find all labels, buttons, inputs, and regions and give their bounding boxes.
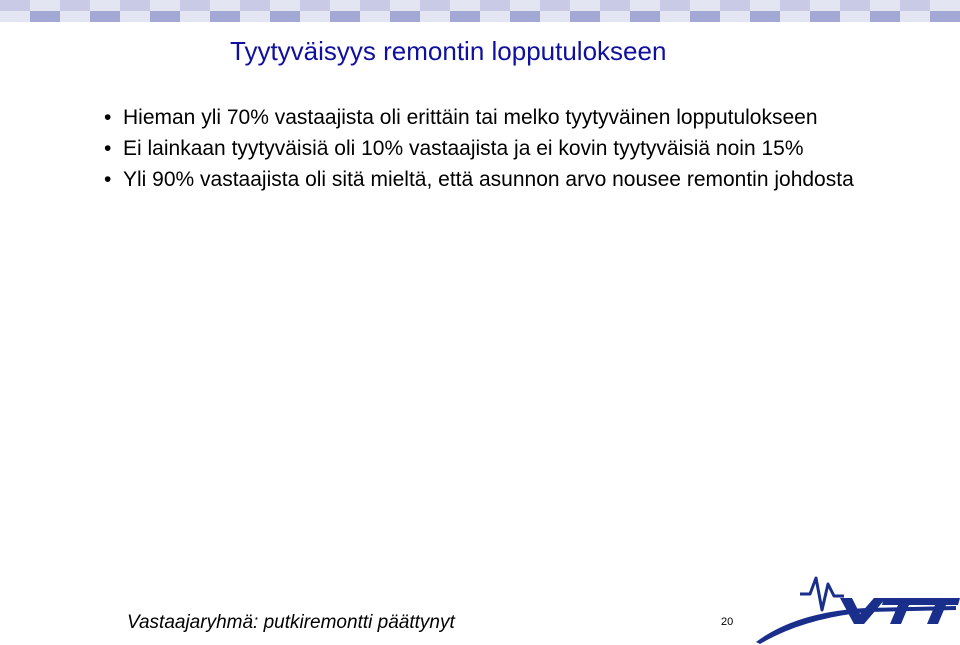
band-cell xyxy=(240,0,270,11)
band-cell xyxy=(300,0,330,11)
band-cell xyxy=(360,0,390,11)
band-cell xyxy=(30,11,60,22)
band-cell xyxy=(270,11,300,22)
band-cell xyxy=(600,0,630,11)
band-cell xyxy=(870,11,900,22)
band-cell xyxy=(330,0,360,11)
band-cell xyxy=(480,11,510,22)
band-cell xyxy=(390,11,420,22)
band-cell xyxy=(360,11,390,22)
band-cell xyxy=(840,11,870,22)
band-cell xyxy=(750,0,780,11)
band-cell xyxy=(570,0,600,11)
band-cell xyxy=(420,11,450,22)
band-cell xyxy=(90,0,120,11)
band-cell xyxy=(780,11,810,22)
band-cell xyxy=(480,0,510,11)
band-cell xyxy=(180,11,210,22)
band-cell xyxy=(840,0,870,11)
band-cell xyxy=(930,0,960,11)
band-cell xyxy=(900,0,930,11)
band-cell xyxy=(450,11,480,22)
band-cell xyxy=(660,0,690,11)
band-cell xyxy=(720,11,750,22)
band-cell xyxy=(0,0,30,11)
band-cell xyxy=(570,11,600,22)
band-cell xyxy=(210,0,240,11)
band-cell xyxy=(690,11,720,22)
page-number: 20 xyxy=(721,616,734,628)
band-cell xyxy=(390,0,420,11)
vtt-logo-icon xyxy=(756,572,960,645)
band-cell xyxy=(720,0,750,11)
band-cell xyxy=(510,0,540,11)
band-cell xyxy=(150,0,180,11)
band-cell xyxy=(660,11,690,22)
slide-title: Tyytyväisyys remontin lopputulokseen xyxy=(230,36,667,66)
band-cell xyxy=(510,11,540,22)
bullet-item: • Hieman yli 70% vastaajista oli erittäin tai melko tyytyväinen lopputulokseen xyxy=(102,102,902,133)
band-cell xyxy=(330,11,360,22)
band-cell xyxy=(90,11,120,22)
band-cell xyxy=(900,11,930,22)
band-cell xyxy=(450,0,480,11)
band-cell xyxy=(630,11,660,22)
footer-caption: Vastaajaryhmä: putkiremontti päättynyt xyxy=(127,612,455,633)
band-cell xyxy=(60,0,90,11)
top-decorative-band xyxy=(0,0,960,22)
band-cell xyxy=(30,0,60,11)
band-cell xyxy=(300,11,330,22)
band-cell xyxy=(60,11,90,22)
band-cell xyxy=(600,11,630,22)
band-cell xyxy=(750,11,780,22)
band-cell xyxy=(810,0,840,11)
band-cell xyxy=(120,11,150,22)
band-cell xyxy=(630,0,660,11)
band-cell xyxy=(690,0,720,11)
band-cell xyxy=(270,0,300,11)
band-cell xyxy=(780,0,810,11)
band-cell xyxy=(540,11,570,22)
band-cell xyxy=(210,11,240,22)
bullet-item: • Yli 90% vastaajista oli sitä mieltä, että asunnon arvo nousee remontin johdosta xyxy=(102,164,902,195)
bullet-list xyxy=(102,102,902,195)
band-cell xyxy=(810,11,840,22)
bullet-item: • Ei lainkaan tyytyväisiä oli 10% vastaajista ja ei kovin tyytyväisiä noin 15% xyxy=(102,133,902,164)
band-cell xyxy=(0,11,30,22)
band-cell xyxy=(240,11,270,22)
band-cell xyxy=(180,0,210,11)
band-cell xyxy=(120,0,150,11)
band-cell xyxy=(870,0,900,11)
band-cell xyxy=(930,11,960,22)
band-cell xyxy=(420,0,450,11)
band-cell xyxy=(150,11,180,22)
band-cell xyxy=(540,0,570,11)
